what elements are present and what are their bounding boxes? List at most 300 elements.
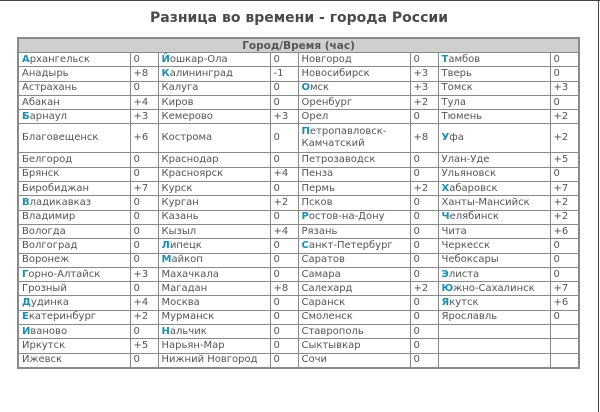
time-offset-cell — [550, 353, 579, 368]
time-offset: 0 — [553, 168, 560, 180]
time-offset-cell — [130, 325, 158, 339]
city-name: Благовещенск — [22, 132, 99, 144]
city-cell — [18, 353, 130, 368]
table-row — [18, 196, 579, 210]
city-name: Сочи — [301, 354, 328, 366]
time-offset: 0 — [133, 254, 140, 266]
time-offset-cell — [410, 81, 438, 95]
alphabet-letter: И — [22, 325, 31, 337]
alphabet-letter: К — [161, 67, 170, 79]
time-offset-cell — [270, 224, 298, 238]
city-name: Самара — [301, 268, 341, 280]
time-offset: 0 — [553, 96, 560, 108]
city-cell — [158, 67, 270, 81]
city-cell — [158, 196, 270, 210]
alphabet-letter: А — [22, 53, 30, 65]
city-name: Калуга — [161, 82, 199, 94]
table-body — [18, 53, 579, 368]
city-name: Чита — [441, 225, 467, 237]
alphabet-letter: В — [22, 197, 30, 209]
time-offset-cell — [550, 339, 579, 353]
time-offset-cell — [130, 253, 158, 267]
time-offset: 0 — [273, 325, 280, 337]
time-offset: +2 — [553, 110, 569, 122]
city-name-rest: етропавловск-Камчатский — [301, 126, 387, 150]
city-name-rest: катеринбург — [28, 311, 97, 323]
time-offset-cell — [130, 95, 158, 109]
city-name: Рязань — [301, 225, 338, 237]
city-cell — [298, 110, 410, 124]
time-offset-cell — [130, 239, 158, 253]
table-row — [18, 353, 579, 368]
time-offset-cell — [130, 81, 158, 95]
city-name: Магадан — [161, 282, 208, 294]
time-offset-cell — [550, 267, 579, 281]
time-offset: +7 — [553, 182, 569, 194]
table-row — [18, 124, 579, 153]
city-cell — [298, 95, 410, 109]
time-offset-cell — [270, 110, 298, 124]
time-offset: +8 — [413, 132, 429, 144]
time-offset: +4 — [133, 96, 149, 108]
table-row — [18, 310, 579, 324]
time-offset: 0 — [413, 354, 420, 366]
alphabet-letter: П — [301, 126, 310, 138]
city-cell — [438, 95, 550, 109]
city-cell — [438, 325, 550, 339]
time-offset-cell — [410, 353, 438, 368]
city-name: Петрозаводск — [301, 154, 376, 166]
city-cell — [298, 81, 410, 95]
table-row — [18, 95, 579, 109]
city-name: Кострома — [161, 132, 213, 144]
city-cell — [298, 239, 410, 253]
city-cell — [298, 282, 410, 296]
city-name: Черкесск — [441, 239, 491, 251]
city-name: Новгород — [301, 53, 352, 65]
city-name: Биробиджан — [22, 182, 90, 194]
city-cell — [438, 239, 550, 253]
time-offset-cell — [130, 267, 158, 281]
city-name: Курск — [161, 182, 193, 194]
city-cell — [298, 353, 410, 368]
alphabet-letter: Р — [301, 211, 309, 223]
time-offset: +3 — [273, 110, 289, 122]
alphabet-letter: М — [161, 254, 172, 266]
time-offset-cell — [130, 310, 158, 324]
city-cell — [158, 253, 270, 267]
city-cell — [18, 53, 130, 67]
city-name-rest: анкт-Петербург — [308, 239, 393, 251]
city-name: Салехард — [301, 282, 353, 294]
table-header: Город/Время (час) — [18, 38, 579, 53]
time-offset-cell — [410, 196, 438, 210]
window-top-border — [0, 0, 600, 1]
city-cell — [438, 253, 550, 267]
time-offset: 0 — [413, 297, 420, 309]
time-offset: 0 — [133, 197, 140, 209]
time-offset: 0 — [413, 339, 420, 351]
city-cell — [438, 282, 550, 296]
city-name-rest: ошкар-Ола — [169, 53, 228, 65]
time-offset: 0 — [273, 354, 280, 366]
time-offset-cell — [410, 167, 438, 181]
time-offset-cell — [550, 196, 579, 210]
city-name: Владимир — [22, 211, 76, 223]
time-offset: 0 — [413, 268, 420, 280]
time-offset: 0 — [133, 225, 140, 237]
time-offset-cell — [410, 124, 438, 153]
time-offset-cell — [270, 196, 298, 210]
city-cell — [158, 110, 270, 124]
city-name-rest: ипецк — [169, 239, 202, 251]
city-name: Тюмень — [441, 110, 483, 122]
time-offset-cell — [410, 325, 438, 339]
city-cell — [438, 267, 550, 281]
city-cell — [438, 110, 550, 124]
time-offset-cell — [270, 153, 298, 167]
city-name-rest: жно-Сахалинск — [453, 282, 535, 294]
time-offset-cell — [270, 95, 298, 109]
city-cell — [18, 282, 130, 296]
time-offset: 0 — [273, 311, 280, 323]
time-offset: -1 — [273, 67, 284, 79]
city-cell — [18, 253, 130, 267]
time-offset: 0 — [273, 297, 280, 309]
time-offset: 0 — [273, 82, 280, 94]
time-offset: 0 — [413, 53, 420, 65]
time-offset: +6 — [133, 132, 149, 144]
time-offset: +5 — [133, 339, 149, 351]
table-row — [18, 53, 579, 67]
table-row — [18, 239, 579, 253]
city-name: Пенза — [301, 168, 334, 180]
city-name-rest: остов-на-Дону — [308, 211, 385, 223]
alphabet-letter: Ю — [441, 282, 454, 294]
time-offset-cell — [130, 67, 158, 81]
city-cell — [18, 95, 130, 109]
time-offset-cell — [130, 282, 158, 296]
city-cell — [158, 210, 270, 224]
time-offset: 0 — [553, 67, 560, 79]
city-cell — [18, 110, 130, 124]
city-cell — [18, 167, 130, 181]
city-name-rest: ваново — [30, 325, 68, 337]
city-cell — [438, 53, 550, 67]
city-cell — [18, 81, 130, 95]
time-offset-cell — [550, 53, 579, 67]
time-offset-cell — [130, 210, 158, 224]
city-cell — [158, 339, 270, 353]
city-cell — [18, 182, 130, 196]
time-offset: +3 — [413, 82, 429, 94]
city-name: Астрахань — [22, 82, 78, 94]
time-offset: 0 — [133, 354, 140, 366]
city-cell — [298, 310, 410, 324]
time-offset: 0 — [273, 53, 280, 65]
time-offset-cell — [410, 253, 438, 267]
city-cell — [158, 282, 270, 296]
time-offset-cell — [130, 339, 158, 353]
city-name: Мурманск — [161, 311, 215, 323]
alphabet-letter: С — [301, 239, 309, 251]
time-offset: +3 — [553, 82, 569, 94]
city-name: Иркутск — [22, 339, 66, 351]
time-offset-cell — [410, 153, 438, 167]
time-offset-cell — [270, 267, 298, 281]
city-cell — [158, 53, 270, 67]
city-cell — [18, 124, 130, 153]
table-row — [18, 182, 579, 196]
time-offset-cell — [410, 182, 438, 196]
time-offset: +2 — [273, 197, 289, 209]
city-cell — [158, 182, 270, 196]
city-cell — [18, 339, 130, 353]
time-offset-cell — [130, 167, 158, 181]
time-offset: +4 — [133, 297, 149, 309]
alphabet-letter: Я — [441, 297, 450, 309]
time-offset-cell — [550, 167, 579, 181]
city-cell — [438, 182, 550, 196]
time-offset-cell — [270, 182, 298, 196]
time-offset: +2 — [553, 132, 569, 144]
time-offset-cell — [130, 353, 158, 368]
city-cell — [298, 167, 410, 181]
table-row — [18, 282, 579, 296]
time-offset: 0 — [133, 168, 140, 180]
time-offset: 0 — [413, 154, 420, 166]
time-offset-cell — [130, 110, 158, 124]
time-offset: +8 — [273, 282, 289, 294]
time-offset-cell — [270, 124, 298, 153]
city-cell — [298, 267, 410, 281]
time-offset-cell — [270, 53, 298, 67]
alphabet-letter: Б — [22, 110, 30, 122]
time-offset: +2 — [553, 197, 569, 209]
time-offset: +8 — [133, 67, 149, 79]
city-cell — [18, 325, 130, 339]
time-offset: 0 — [413, 110, 420, 122]
alphabet-letter: Е — [22, 311, 29, 323]
city-name: Ярославль — [441, 311, 498, 323]
city-name: Ханты-Мансийск — [441, 197, 530, 209]
time-offset-cell — [410, 267, 438, 281]
time-offset-cell — [270, 339, 298, 353]
city-name: Ульяновск — [441, 168, 496, 180]
city-cell — [18, 310, 130, 324]
city-name: Чебоксары — [441, 254, 499, 266]
time-offset-cell — [550, 210, 579, 224]
time-offset-cell — [270, 296, 298, 310]
time-offset-cell — [550, 310, 579, 324]
time-offset: 0 — [133, 211, 140, 223]
city-name: Орел — [301, 110, 329, 122]
alphabet-letter: Н — [161, 325, 170, 337]
time-offset: 0 — [273, 239, 280, 251]
time-offset: +4 — [273, 168, 289, 180]
alphabet-letter: Т — [441, 53, 449, 65]
time-offset-cell — [550, 325, 579, 339]
city-name: Курган — [161, 197, 199, 209]
city-cell — [298, 153, 410, 167]
city-name: Белгород — [22, 154, 73, 166]
city-cell — [298, 182, 410, 196]
time-offset-cell — [410, 339, 438, 353]
city-name: Томск — [441, 82, 473, 94]
timezone-table — [17, 37, 580, 369]
alphabet-letter: Л — [161, 239, 170, 251]
alphabet-letter: Г — [22, 268, 29, 280]
city-cell — [158, 124, 270, 153]
city-name: Красноярск — [161, 168, 224, 180]
time-offset: 0 — [133, 325, 140, 337]
city-cell — [158, 325, 270, 339]
time-offset: 0 — [133, 82, 140, 94]
time-offset-cell — [550, 239, 579, 253]
time-offset: 0 — [413, 168, 420, 180]
time-offset: 0 — [553, 254, 560, 266]
time-offset-cell — [270, 282, 298, 296]
time-offset: 0 — [413, 325, 420, 337]
time-offset-cell — [130, 224, 158, 238]
time-offset-cell — [550, 124, 579, 153]
time-offset: +2 — [413, 96, 429, 108]
time-offset-cell — [410, 296, 438, 310]
city-cell — [18, 267, 130, 281]
time-offset-cell — [270, 310, 298, 324]
window-right-border — [598, 0, 599, 412]
table-row — [18, 253, 579, 267]
alphabet-letter: Э — [441, 268, 449, 280]
city-cell — [18, 196, 130, 210]
city-cell — [298, 53, 410, 67]
time-offset-cell — [130, 124, 158, 153]
time-offset: 0 — [413, 225, 420, 237]
time-offset-cell — [550, 153, 579, 167]
time-offset: +7 — [553, 282, 569, 294]
table-row — [18, 167, 579, 181]
city-cell — [158, 239, 270, 253]
time-offset: 0 — [133, 282, 140, 294]
alphabet-letter: Х — [441, 182, 450, 194]
city-cell — [18, 296, 130, 310]
city-name-rest: альчик — [169, 325, 207, 337]
time-offset-cell — [270, 67, 298, 81]
city-name-rest: алининград — [169, 67, 233, 79]
time-offset: 0 — [273, 182, 280, 194]
table-header-row — [18, 38, 579, 53]
table-row — [18, 153, 579, 167]
time-offset-cell — [410, 110, 438, 124]
time-offset-cell — [410, 67, 438, 81]
time-offset-cell — [130, 196, 158, 210]
city-cell — [18, 239, 130, 253]
city-name-rest: айкоп — [171, 254, 203, 266]
time-offset: 0 — [273, 96, 280, 108]
city-cell — [438, 353, 550, 368]
city-cell — [158, 353, 270, 368]
city-name: Абакан — [22, 96, 60, 108]
city-cell — [158, 310, 270, 324]
time-offset-cell — [550, 81, 579, 95]
time-offset-cell — [550, 282, 579, 296]
time-offset: +2 — [413, 182, 429, 194]
time-offset: 0 — [553, 239, 560, 251]
time-offset-cell — [270, 325, 298, 339]
time-offset: 0 — [413, 239, 420, 251]
city-name-rest: листа — [448, 268, 480, 280]
time-offset-cell — [550, 296, 579, 310]
city-cell — [158, 167, 270, 181]
time-offset: 0 — [273, 211, 280, 223]
city-cell — [158, 267, 270, 281]
time-offset: 0 — [273, 132, 280, 144]
time-offset-cell — [410, 310, 438, 324]
time-offset: 0 — [553, 268, 560, 280]
time-offset-cell — [130, 296, 158, 310]
city-name: Киров — [161, 96, 194, 108]
time-offset: 0 — [413, 211, 420, 223]
time-offset-cell — [270, 210, 298, 224]
city-name-rest: рхангельск — [29, 53, 90, 65]
city-name: Саратов — [301, 254, 345, 266]
city-name: Тверь — [441, 67, 472, 79]
city-name: Грозный — [22, 282, 67, 294]
city-cell — [298, 124, 410, 153]
city-cell — [158, 224, 270, 238]
city-cell — [438, 310, 550, 324]
time-offset-cell — [550, 95, 579, 109]
time-offset-cell — [270, 167, 298, 181]
city-name-rest: фа — [449, 132, 464, 144]
time-offset: 0 — [133, 53, 140, 65]
table-row — [18, 267, 579, 281]
city-name: Краснодар — [161, 154, 219, 166]
time-offset: 0 — [133, 154, 140, 166]
city-cell — [438, 124, 550, 153]
table-row — [18, 210, 579, 224]
city-name: Воронеж — [22, 254, 70, 266]
table-row — [18, 67, 579, 81]
city-cell — [298, 210, 410, 224]
city-name-rest: амбов — [448, 53, 481, 65]
time-offset-cell — [270, 253, 298, 267]
time-offset-cell — [130, 153, 158, 167]
time-offset: +7 — [133, 182, 149, 194]
city-cell — [438, 167, 550, 181]
time-offset-cell — [270, 81, 298, 95]
alphabet-letter: Ч — [441, 211, 450, 223]
city-name: Псков — [301, 197, 333, 209]
time-offset: +3 — [133, 268, 149, 280]
table-row — [18, 325, 579, 339]
alphabet-letter: Д — [22, 297, 31, 309]
city-name: Махачкала — [161, 268, 219, 280]
alphabet-letter: О — [301, 82, 311, 94]
table-row — [18, 339, 579, 353]
city-name-rest: арнаул — [29, 110, 68, 122]
city-name: Волгоград — [22, 239, 78, 251]
city-name-rest: кутск — [449, 297, 479, 309]
city-cell — [298, 67, 410, 81]
time-offset: +2 — [133, 311, 149, 323]
time-offset-cell — [410, 53, 438, 67]
time-offset-cell — [270, 239, 298, 253]
time-offset: 0 — [273, 339, 280, 351]
time-offset-cell — [130, 182, 158, 196]
city-cell — [18, 153, 130, 167]
city-name: Новосибирск — [301, 67, 370, 79]
